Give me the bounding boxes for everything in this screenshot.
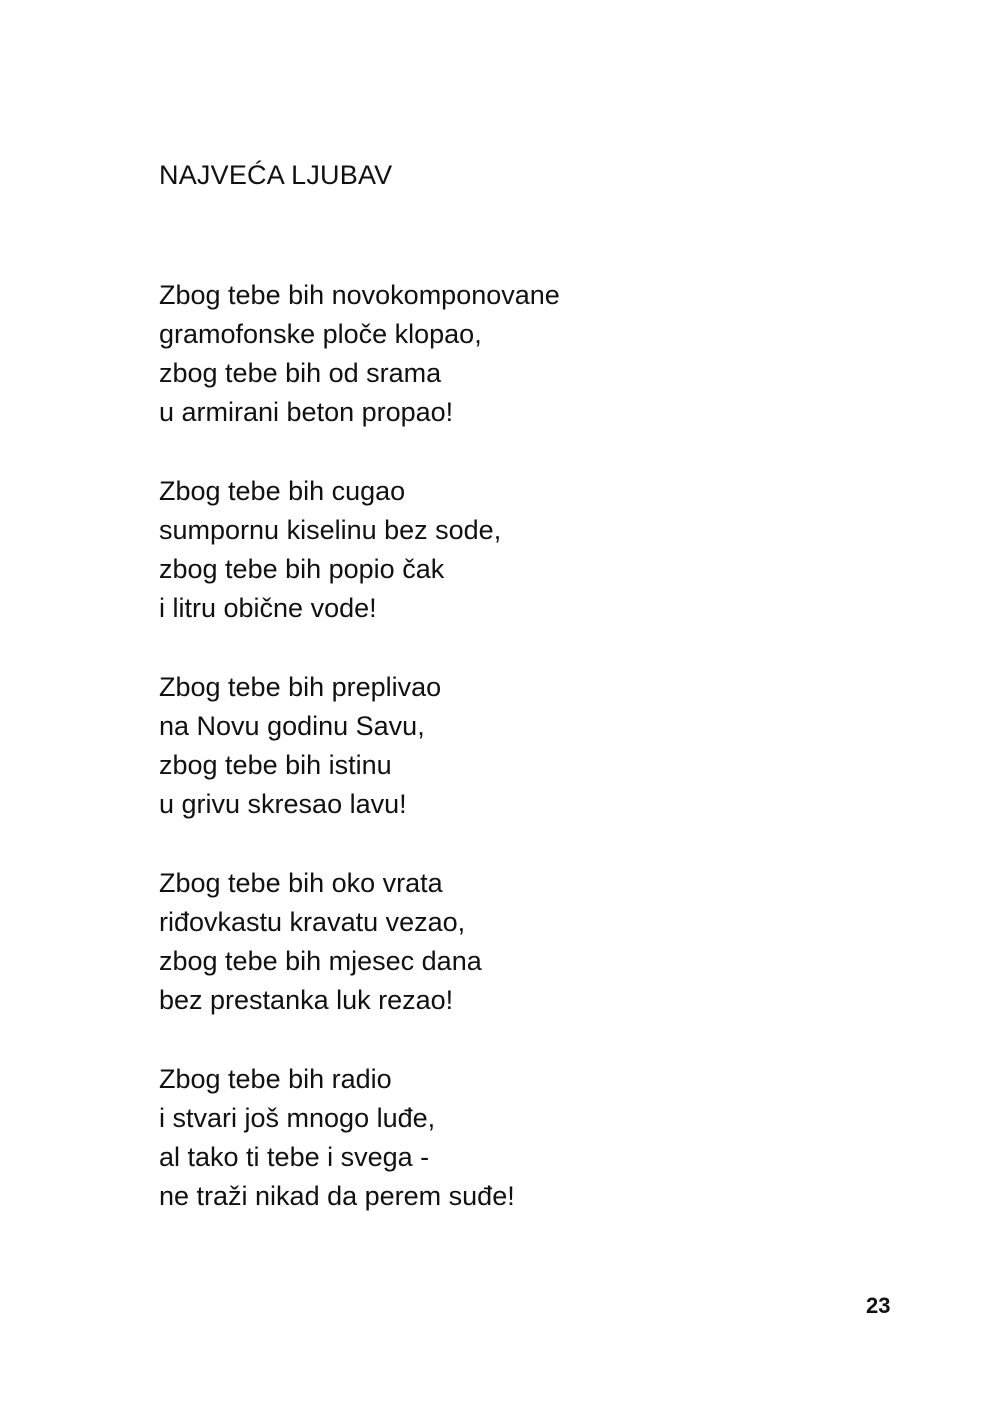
stanza-4 (159, 864, 859, 1020)
poem-body (159, 276, 859, 1256)
poem-line: Zbog tebe bih preplivao (159, 672, 442, 702)
stanza-1 (159, 276, 859, 432)
poem-line: sumpornu kiselinu bez sode, (159, 515, 502, 545)
stanza-3 (159, 668, 859, 824)
poem-line: Zbog tebe bih oko vrata (159, 868, 443, 898)
poem-line: i litru obične vode! (159, 593, 377, 623)
page-number: 23 (866, 1293, 891, 1318)
poem-line: al tako ti tebe i svega - (159, 1142, 430, 1172)
poem-line: i stvari još mnogo luđe, (159, 1103, 436, 1133)
poem-line: na Novu godinu Savu, (159, 711, 425, 741)
poem-line: Zbog tebe bih novokomponovane (159, 280, 560, 310)
poem-line: zbog tebe bih mjesec dana (159, 946, 482, 976)
poem-line: u grivu skresao lavu! (159, 789, 407, 819)
poem-line: zbog tebe bih popio čak (159, 554, 445, 584)
poem-line: bez prestanka luk rezao! (159, 985, 454, 1015)
poem-line: ne traži nikad da perem suđe! (159, 1181, 515, 1211)
poem-line: Zbog tebe bih cugao (159, 476, 406, 506)
poem-line: riđovkastu kravatu vezao, (159, 907, 466, 937)
poem-line: u armirani beton propao! (159, 397, 454, 427)
poem-title: NAJVEĆA LJUBAV (159, 160, 393, 190)
poem-line: Zbog tebe bih radio (159, 1064, 392, 1094)
stanza-2 (159, 472, 859, 628)
poem-line: zbog tebe bih od srama (159, 358, 442, 388)
poem-line: zbog tebe bih istinu (159, 750, 392, 780)
stanza-5 (159, 1060, 859, 1216)
poem-line: gramofonske ploče klopao, (159, 319, 482, 349)
